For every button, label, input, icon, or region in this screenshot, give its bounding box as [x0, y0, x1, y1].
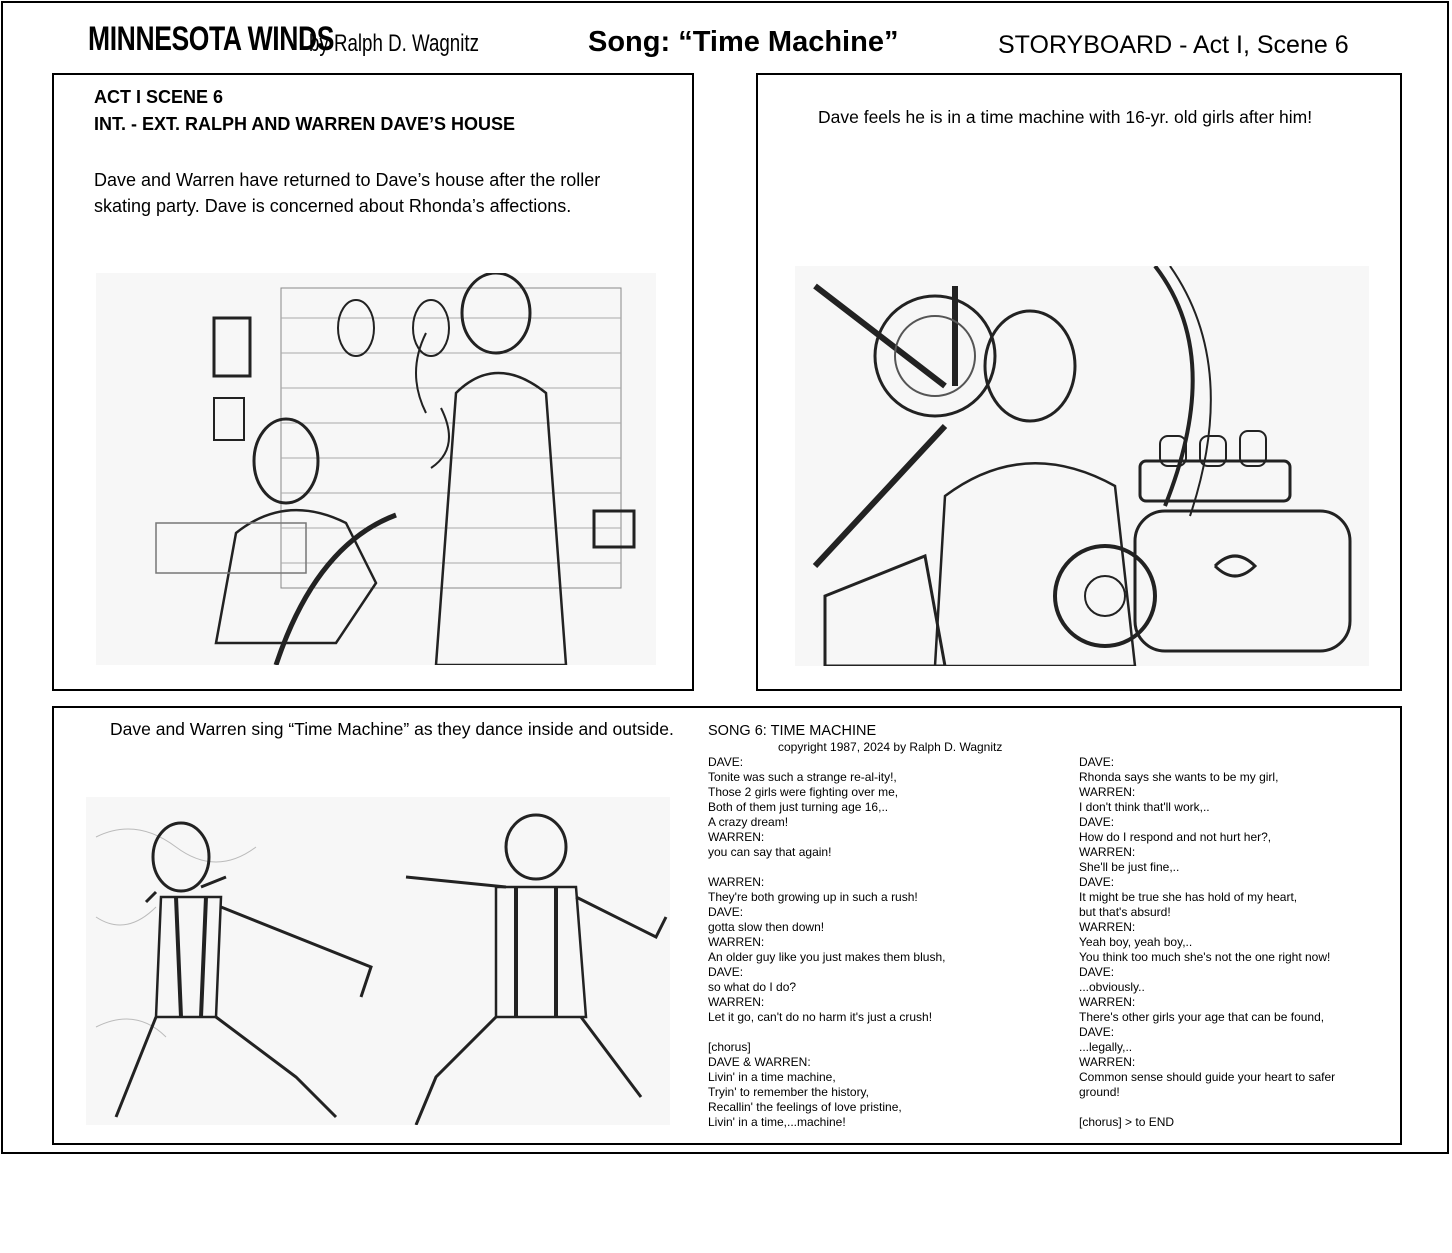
lyric-line: I don't think that'll work,..	[1079, 800, 1210, 814]
lyric-line: so what do I do?	[708, 980, 797, 994]
sketch-image-workshop	[96, 273, 656, 665]
lyric-line: but that's absurd!	[1079, 905, 1171, 919]
lyrics-title: SONG 6: TIME MACHINE	[708, 723, 877, 739]
lyric-line: you can say that again!	[708, 845, 832, 859]
scene-description: Dave and Warren have returned to Dave’s house after the roller skating party. Dave is concerned about Rhonda’s affections.	[94, 170, 601, 216]
lyric-line: ...legally,..	[1079, 1040, 1133, 1054]
lyric-line: There's other girls your age that can be found,	[1079, 1010, 1325, 1024]
location-heading: INT. - EXT. RALPH AND WARREN DAVE’S HOUSE	[94, 114, 516, 134]
lyric-line: Both of them just turning age 16,..	[708, 800, 889, 814]
lyric-line: WARREN:	[1079, 845, 1136, 859]
lyric-line: WARREN:	[708, 830, 765, 844]
lyric-line: You think too much she's not the one right now!	[1079, 950, 1331, 964]
lyric-line: DAVE:	[708, 965, 744, 979]
lyric-line: Rhonda says she wants to be my girl,	[1079, 770, 1279, 784]
lyric-line: An older guy like you just makes them blush,	[708, 950, 946, 964]
lyric-line: WARREN:	[708, 875, 765, 889]
lyric-line: Tonite was such a strange re-al-ity!,	[708, 770, 897, 784]
lyric-line: WARREN:	[1079, 920, 1136, 934]
lyric-line: DAVE & WARREN:	[708, 1055, 811, 1069]
lyric-line: [chorus]	[708, 1040, 751, 1054]
lyric-line: DAVE:	[1079, 815, 1115, 829]
lyric-line: It might be true she has hold of my heart,	[1079, 890, 1298, 904]
lyric-line: WARREN:	[1079, 995, 1136, 1009]
lyrics-column-1	[708, 755, 945, 1130]
storyboard-label: STORYBOARD - Act I, Scene 6	[998, 31, 1349, 59]
lyric-line: Recallin' the feelings of love pristine,	[708, 1100, 902, 1114]
lyric-line: Livin' in a time machine,	[708, 1070, 836, 1084]
show-title: MINNESOTA WINDS	[88, 20, 335, 58]
panel-scene-intro	[52, 73, 694, 691]
song-title: Song: “Time Machine”	[588, 26, 899, 58]
lyric-line: She'll be just fine,..	[1079, 860, 1180, 874]
panel-caption: Dave and Warren sing “Time Machine” as they dance inside and outside.	[110, 719, 674, 739]
lyric-line: WARREN:	[708, 935, 765, 949]
lyric-line: [chorus] > to END	[1079, 1115, 1175, 1129]
scene-heading: ACT I SCENE 6	[94, 87, 224, 107]
lyric-line: DAVE:	[1079, 875, 1115, 889]
lyric-line: DAVE:	[708, 905, 744, 919]
author-credit: by Ralph D. Wagnitz	[309, 30, 479, 57]
lyric-line: They're both growing up in such a rush!	[708, 890, 918, 904]
lyric-line: ground!	[1079, 1085, 1120, 1099]
lyric-line: Livin' in a time,...machine!	[708, 1115, 846, 1129]
lyric-line: Those 2 girls were fighting over me,	[708, 785, 899, 799]
lyric-line: ...obviously..	[1079, 980, 1145, 994]
panel-time-machine	[756, 73, 1402, 691]
lyric-line: Yeah boy, yeah boy,..	[1079, 935, 1193, 949]
lyric-line: Let it go, can't do no harm it's just a crush!	[708, 1010, 933, 1024]
lyric-line: A crazy dream!	[708, 815, 789, 829]
sketch-image-dancing	[86, 797, 670, 1125]
lyric-line: DAVE:	[1079, 755, 1115, 769]
panel-caption: Dave feels he is in a time machine with 16-yr. old girls after him!	[818, 107, 1313, 127]
lyric-line	[1079, 1100, 1335, 1115]
lyric-line: WARREN:	[1079, 1055, 1136, 1069]
sketch-image-time-machine	[795, 266, 1369, 666]
lyric-line: gotta slow then down!	[708, 920, 825, 934]
lyric-line	[708, 1025, 945, 1040]
lyric-line: Common sense should guide your heart to safer	[1079, 1070, 1336, 1084]
lyric-line: Tryin' to remember the history,	[708, 1085, 870, 1099]
lyric-line: WARREN:	[1079, 785, 1136, 799]
lyric-line: WARREN:	[708, 995, 765, 1009]
lyric-line: How do I respond and not hurt her?,	[1079, 830, 1272, 844]
lyric-line: DAVE:	[1079, 965, 1115, 979]
lyrics-column-2	[1079, 755, 1335, 1130]
lyric-line: DAVE:	[1079, 1025, 1115, 1039]
panel-song	[52, 706, 1402, 1145]
lyric-line	[708, 860, 945, 875]
lyrics-copyright: copyright 1987, 2024 by Ralph D. Wagnitz	[778, 740, 1003, 754]
lyric-line: DAVE:	[708, 755, 744, 769]
